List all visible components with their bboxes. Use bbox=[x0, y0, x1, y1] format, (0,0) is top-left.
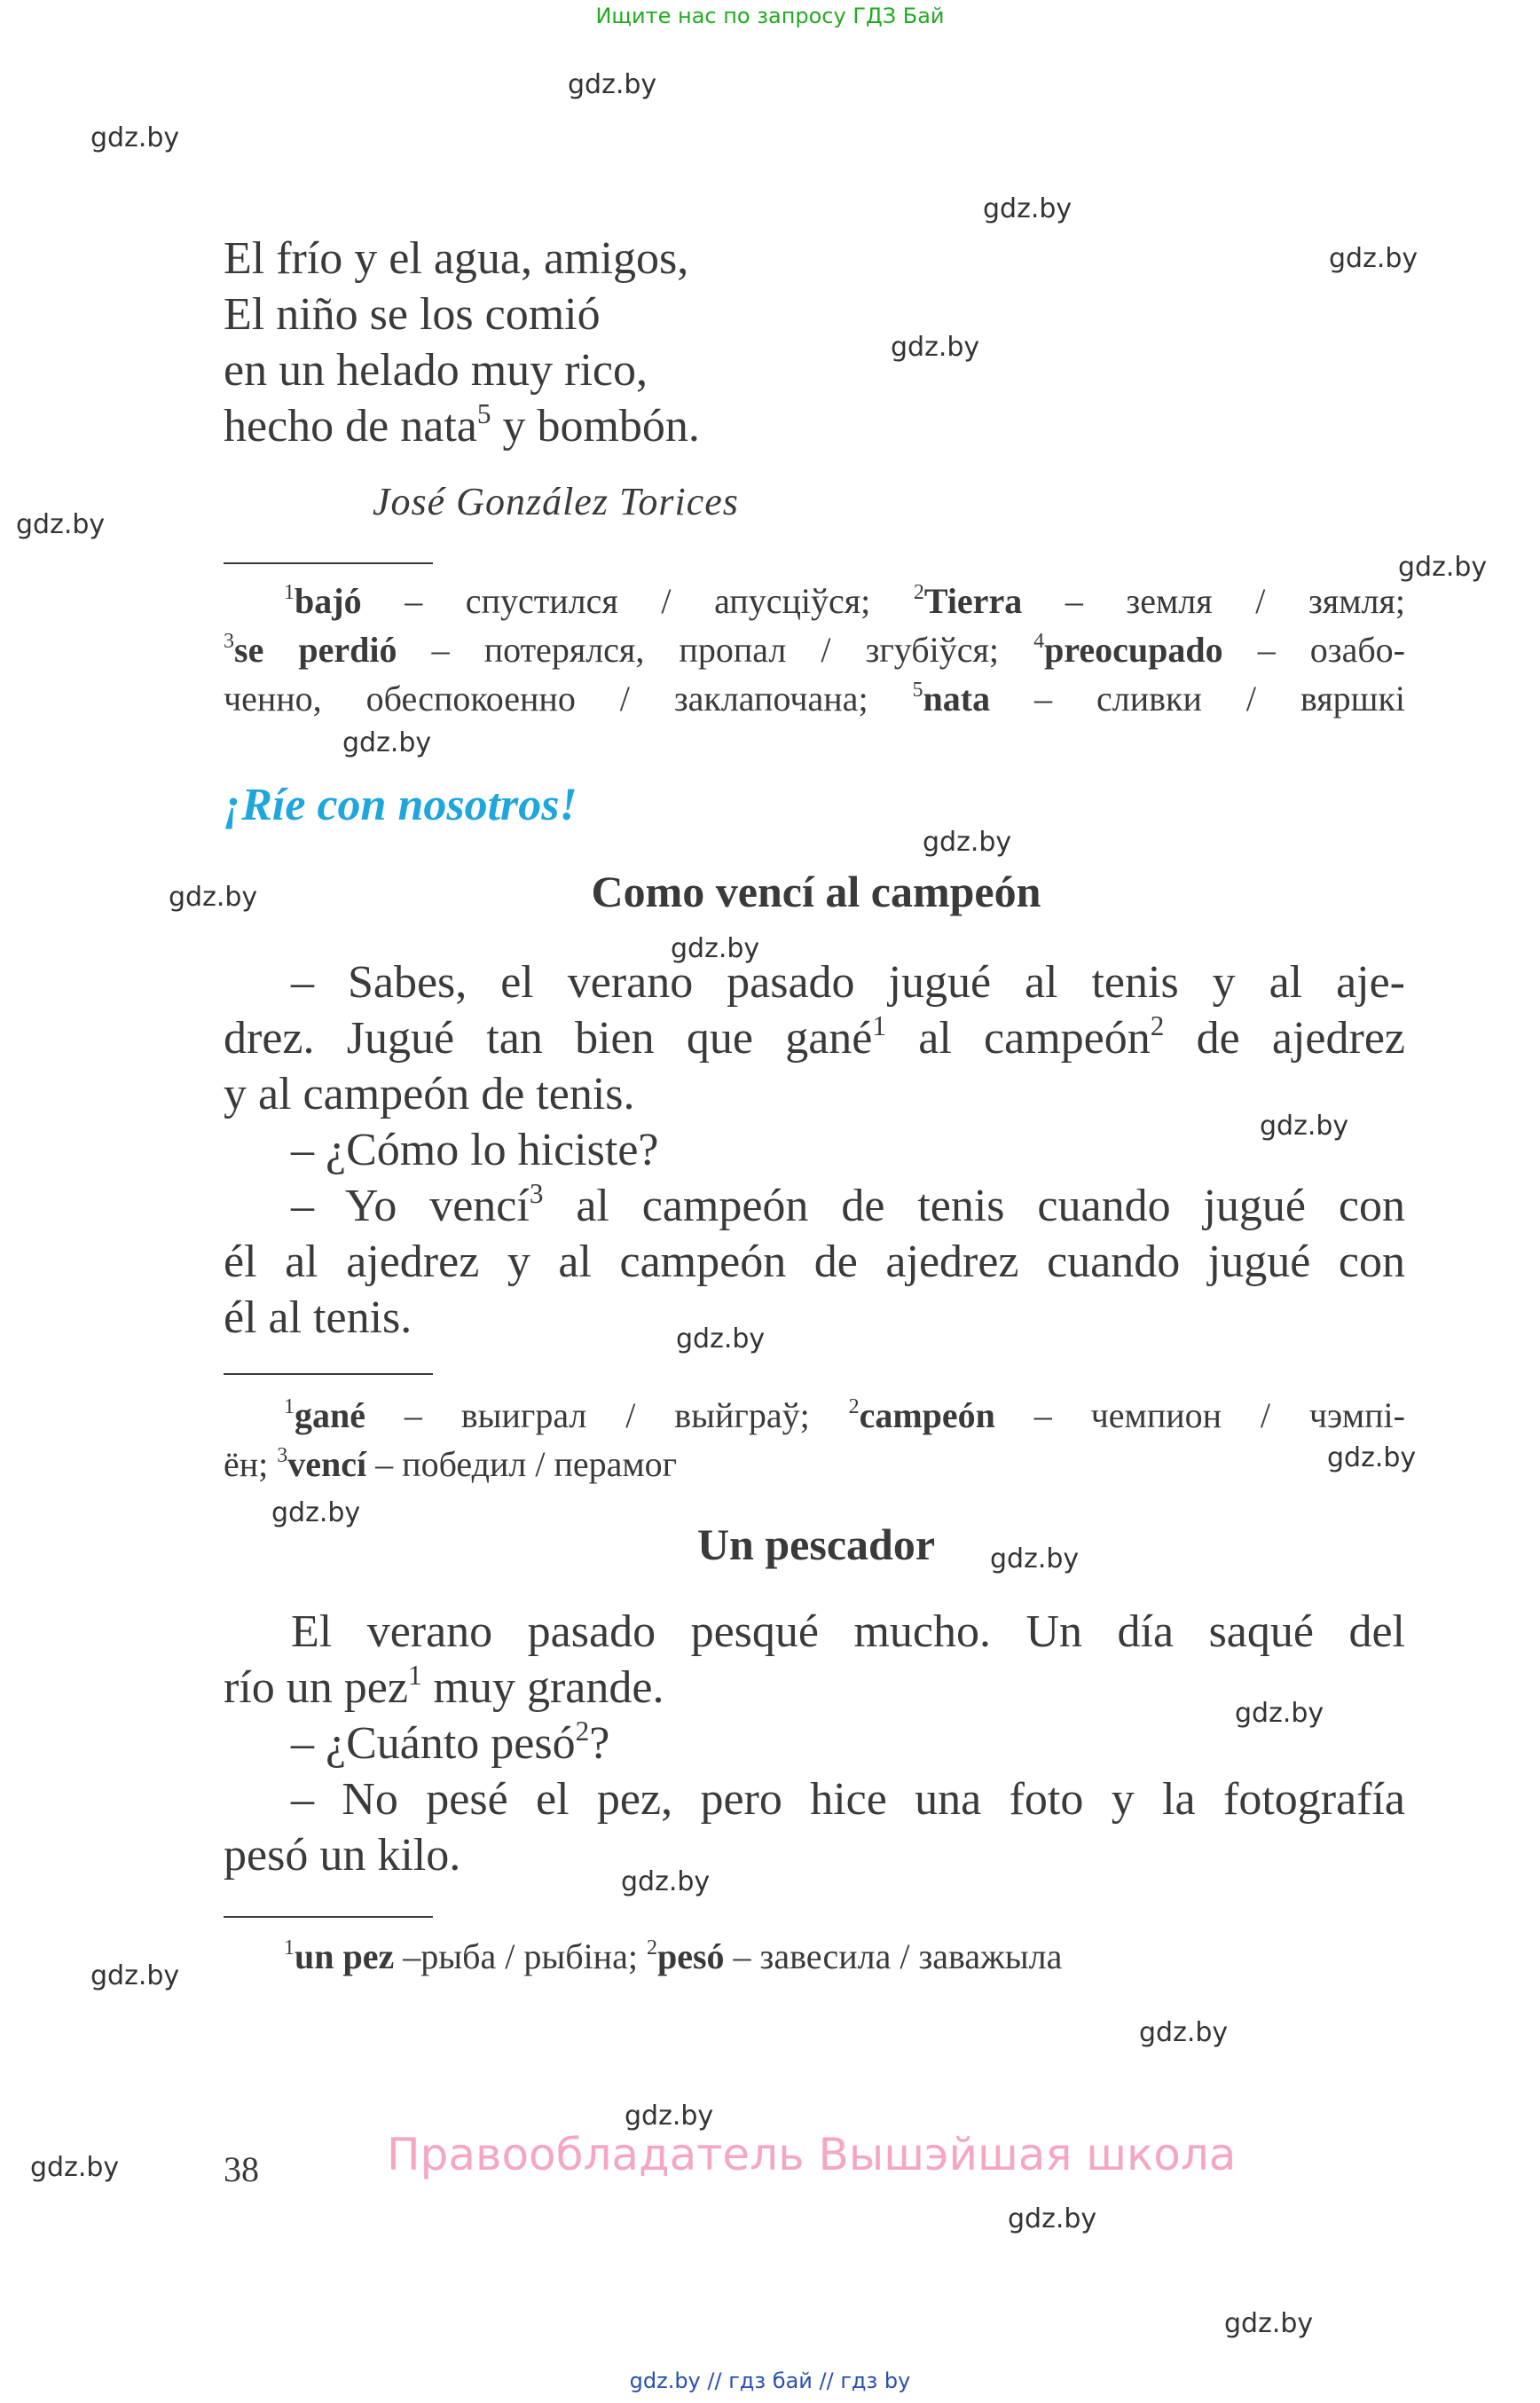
watermark: gdz.by bbox=[30, 2152, 120, 2183]
watermark: gdz.by bbox=[1139, 2017, 1229, 2048]
text-line: río un pez$^1$ muy grande. bbox=[224, 1660, 664, 1713]
poem-line: hecho de nata$^5$ y bombón. bbox=[224, 398, 700, 452]
footnote-line: $^3$se perdió – потерялся, пропал / згубіўся; $^4$preocupado – озабо- bbox=[224, 630, 1406, 670]
footer-links[interactable]: gdz.by // гдз бай // гдз by bbox=[629, 2368, 911, 2393]
poem-author: José González Torices bbox=[373, 480, 739, 523]
watermark: gdz.by bbox=[90, 122, 180, 153]
poem-line: en un helado muy rico, bbox=[224, 345, 648, 396]
text-line: él al ajedrez y al campeón de ajedrez cuando jugué con bbox=[224, 1237, 1405, 1287]
text-line: El verano pasado pesqué mucho. Un día saqué del bbox=[291, 1606, 1405, 1657]
footnotes-poem bbox=[224, 577, 1405, 723]
text-line: – No pesé el pez, pero hice una foto y la fotografía bbox=[291, 1774, 1405, 1825]
poem-line: El frío y el agua, amigos, bbox=[224, 233, 689, 284]
text-line: pesó un kilo. bbox=[224, 1830, 461, 1881]
watermark: gdz.by bbox=[891, 332, 980, 363]
text-line: – Yo vencí$^3$ al campeón de tenis cuando jugué con bbox=[291, 1178, 1405, 1231]
text-line: – ¿Cuánto pesó$^2$? bbox=[291, 1716, 610, 1769]
poem-line: El niño se los comió bbox=[224, 289, 601, 340]
watermark: gdz.by bbox=[983, 193, 1072, 224]
footnote-line: $^1$gané – выиграл / выйграў; $^2$campeón – чемпион / чэмпі- bbox=[284, 1395, 1405, 1435]
section-title: ¡Ríe con nosotros! bbox=[224, 780, 578, 830]
watermark: gdz.by bbox=[568, 69, 657, 100]
search-hint-banner: Ищите нас по запросу ГДЗ Бай bbox=[595, 4, 945, 28]
poem bbox=[224, 231, 700, 454]
footnote-line: ченно, обеспокоенно / заклапочана; $^5$nata – сливки / вяршкі bbox=[224, 679, 1405, 719]
watermark: gdz.by bbox=[676, 1323, 766, 1355]
watermark: gdz.by bbox=[16, 509, 106, 540]
footnotes-story2 bbox=[224, 1932, 1405, 1981]
watermark: gdz.by bbox=[1008, 2203, 1097, 2234]
story-text bbox=[224, 1604, 1405, 1883]
footnote-divider bbox=[224, 1916, 433, 1918]
watermark: gdz.by bbox=[1329, 243, 1418, 274]
footnote-line: $^1$bajó – спустился / апусціўся; $^2$Tierra – земля / зямля; bbox=[284, 581, 1405, 621]
footnote-line: $^1$un pez –рыба / рыбіна; $^2$pesó – завесила / заважыла bbox=[284, 1936, 1063, 1976]
watermark: gdz.by bbox=[342, 727, 432, 758]
watermark: gdz.by bbox=[625, 2101, 714, 2132]
watermark: gdz.by bbox=[1327, 1442, 1417, 1473]
footnotes-story1 bbox=[224, 1391, 1405, 1488]
text-line: drez. Jugué tan bien que gané$^1$ al campeón$^2$ de ajedrez bbox=[224, 1010, 1405, 1064]
text-line: y al campeón de tenis. bbox=[224, 1069, 635, 1119]
story-text bbox=[224, 954, 1405, 1346]
watermark: gdz.by bbox=[169, 882, 258, 913]
watermark: gdz.by bbox=[990, 1543, 1080, 1575]
footnote-line: ён; $^3$vencí – победил / перамог bbox=[224, 1444, 678, 1484]
watermark: gdz.by bbox=[1224, 2308, 1314, 2339]
copyright-owner: Правообладатель Вышэйшая школа bbox=[387, 2129, 1237, 2180]
watermark: gdz.by bbox=[621, 1866, 711, 1897]
text-line: – ¿Cómo lo hiciste? bbox=[291, 1125, 659, 1175]
text-line: él al tenis. bbox=[224, 1292, 412, 1343]
text-line: – Sabes, el verano pasado jugué al tenis y al aje- bbox=[291, 957, 1405, 1008]
footnote-marker: 5 bbox=[476, 398, 491, 430]
story-title: Un pescador bbox=[696, 1520, 936, 1569]
footnote-divider bbox=[224, 562, 433, 564]
watermark: gdz.by bbox=[1235, 1698, 1324, 1729]
watermark: gdz.by bbox=[271, 1497, 361, 1528]
watermark: gdz.by bbox=[1260, 1111, 1349, 1142]
footnote-divider bbox=[224, 1373, 433, 1375]
watermark: gdz.by bbox=[923, 827, 1012, 858]
watermark: gdz.by bbox=[90, 1960, 180, 1991]
story-title: Como vencí al campeón bbox=[591, 867, 1041, 916]
watermark: gdz.by bbox=[671, 933, 760, 964]
page-number: 38 bbox=[224, 2149, 259, 2189]
watermark: gdz.by bbox=[1398, 552, 1488, 583]
